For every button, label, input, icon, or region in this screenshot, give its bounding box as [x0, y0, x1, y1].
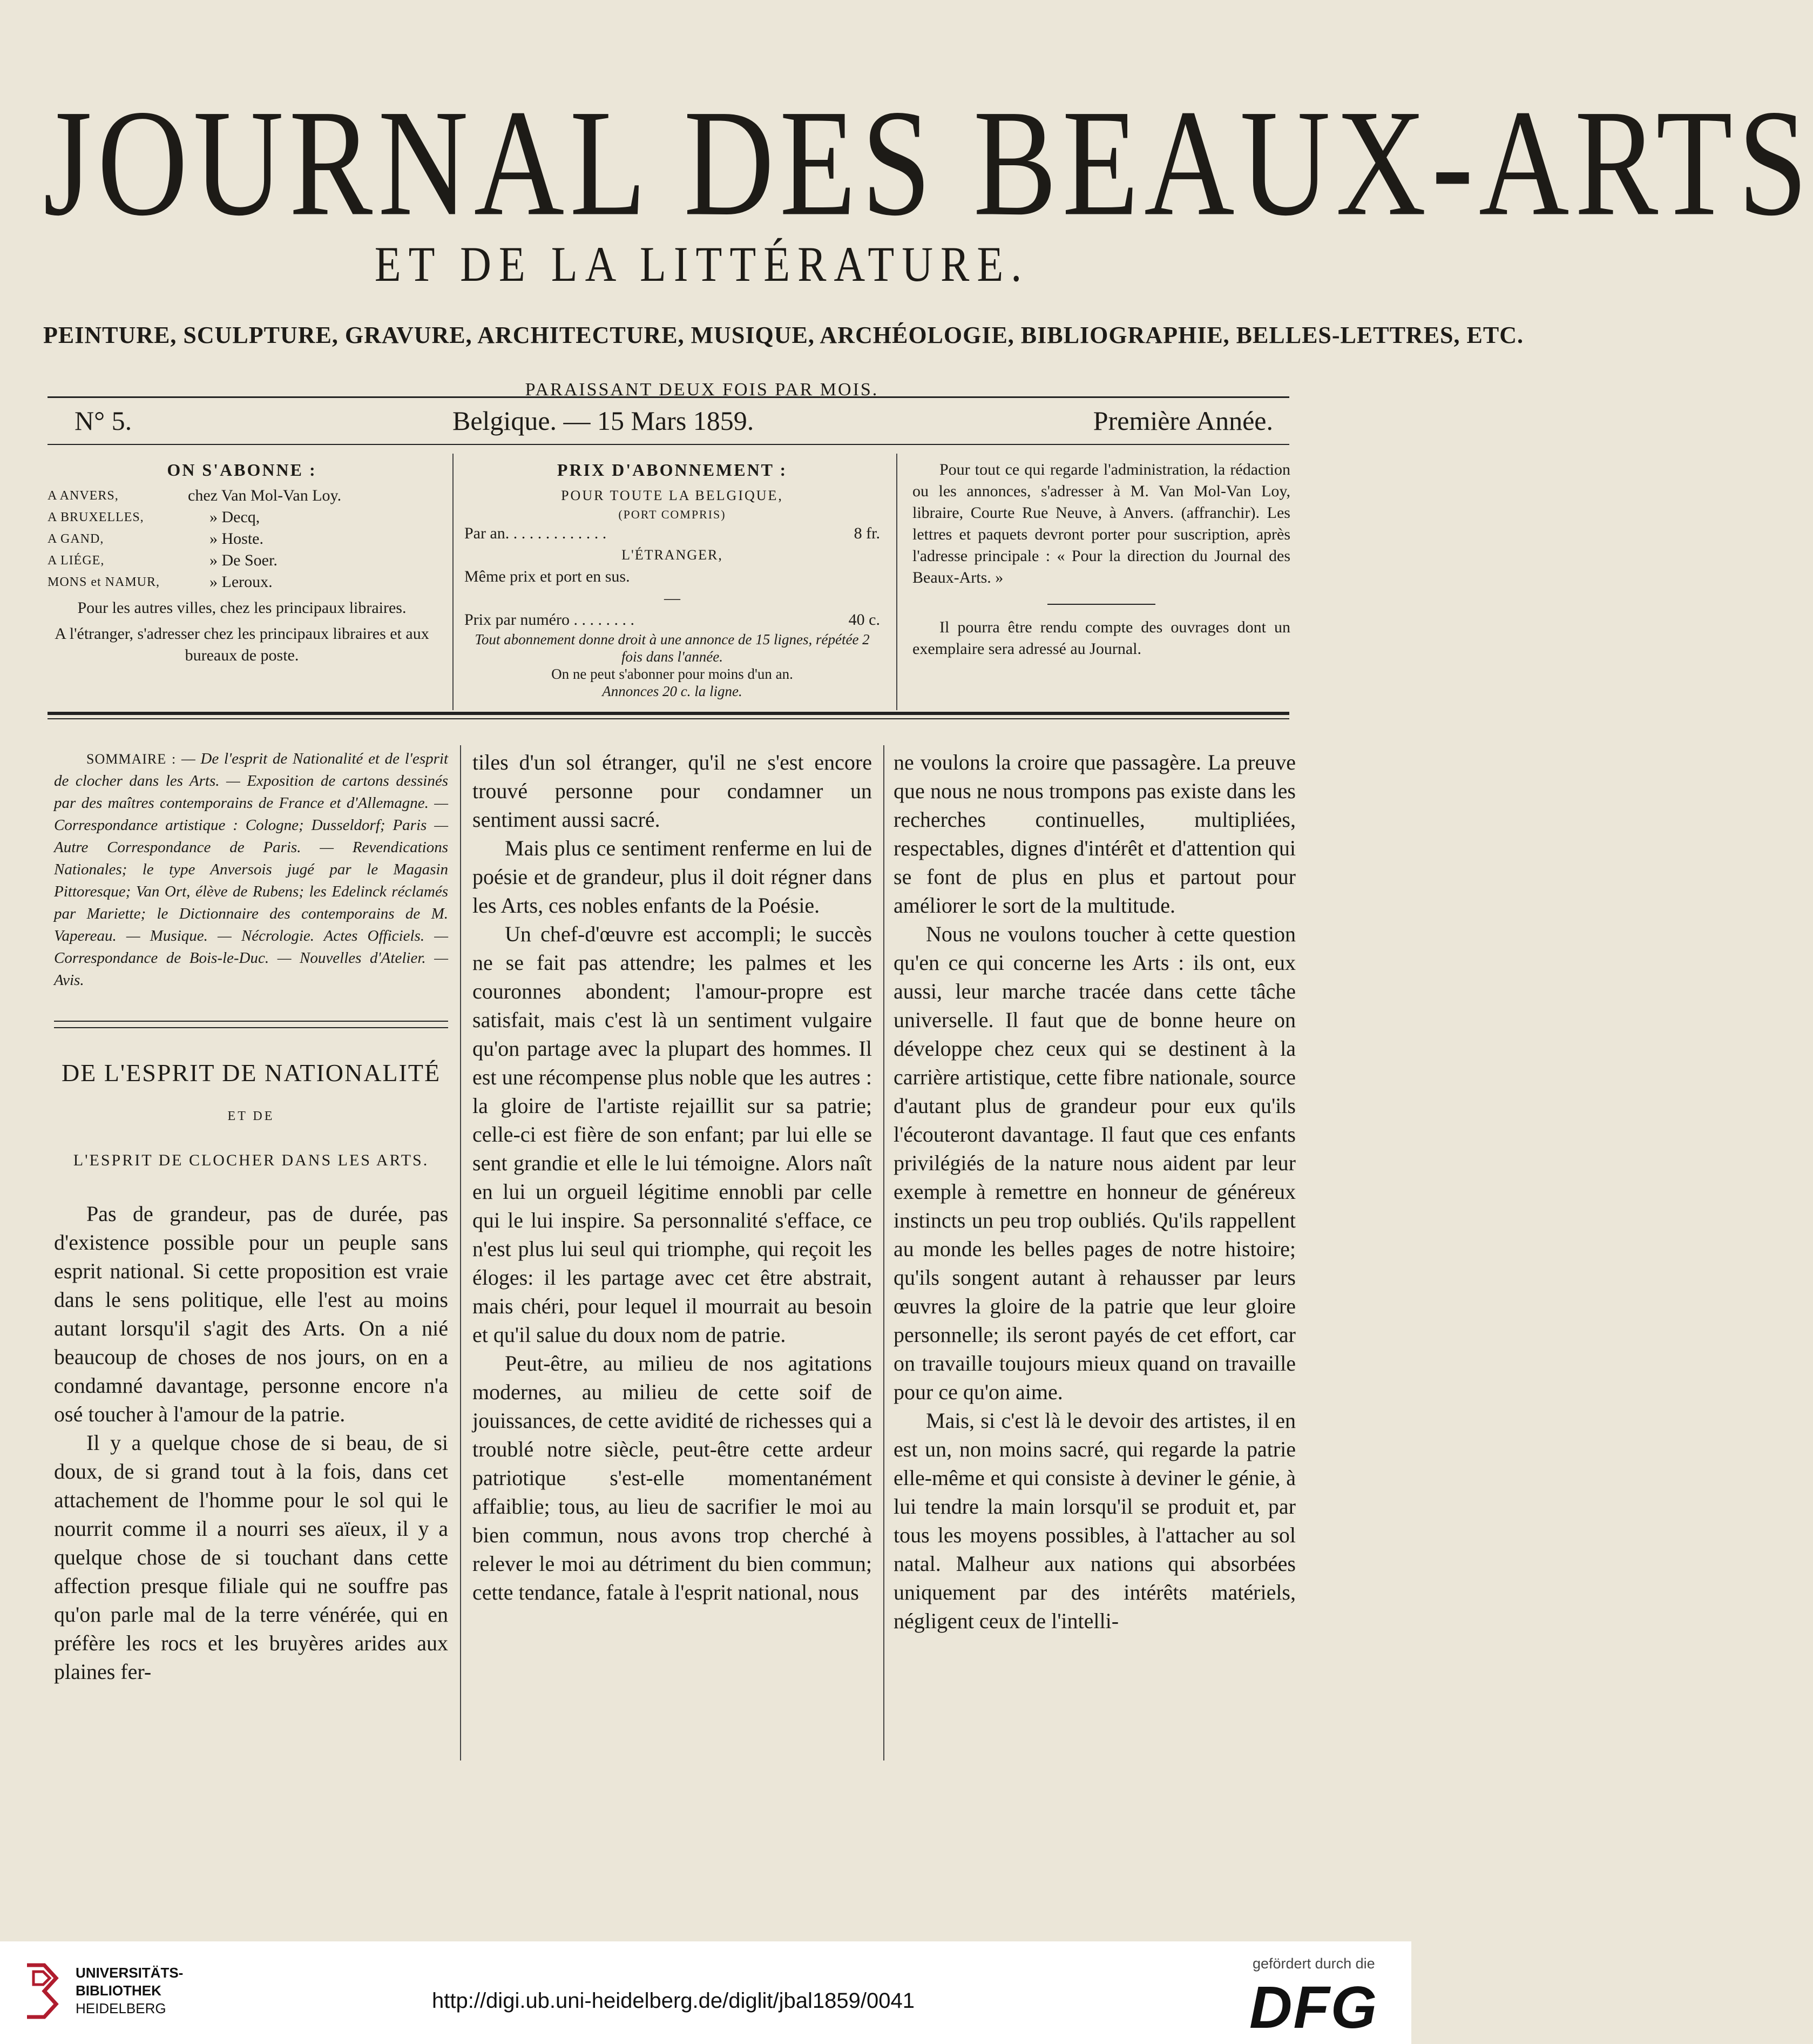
article-rule: [54, 1027, 448, 1028]
city-row: [48, 550, 436, 571]
university-library-logo-icon: [23, 1960, 60, 2019]
paragraph: Pas de grandeur, pas de durée, pas d'existence possible pour un peuple sans esprit national. Si cette proposition est vraie dans le sens politique, elle l'est au moins autant lorsqu'il s'agit des Arts. On a nié beaucoup de choses de nos jours, on en a condamné davantage, personne encore n'a osé toucher à l'amour de la patrie.: [54, 1202, 448, 1426]
city-vendor: » Decq,: [209, 508, 260, 526]
dfg-logo: DFG: [1249, 1974, 1378, 2041]
same-price-line: Même prix et port en sus.: [464, 568, 630, 585]
column-divider: [452, 454, 454, 710]
review-note: Il pourra être rendu compte des ouvrages dont un exemplaire sera adressé au Journal.: [912, 618, 1290, 658]
city-vendor: chez Van Mol-Van Loy.: [188, 487, 342, 504]
year-price-row: [464, 523, 880, 544]
issue-year: Première Année.: [1093, 406, 1273, 436]
issue-price-label: Prix par numéro . . . . . . . .: [464, 611, 634, 629]
foreign-line: L'ÉTRANGER,: [621, 547, 723, 563]
city-vendor: » De Soer.: [209, 551, 278, 569]
issue-number: N° 5.: [75, 406, 132, 436]
subscription-heading: ON S'ABONNE :: [167, 460, 317, 480]
column-divider: [883, 745, 884, 1760]
sommaire-label: SOMMAIRE :: [86, 751, 177, 767]
paragraph: Mais, si c'est là le devoir des artistes, il en est un, non moins sacré, qui regarde la patrie elle-même et qui consiste à deviner le génie, à lui tendre la main lorsqu'il se produit et, par tous les moyens possibles, à l'attacher au sol natal. Malheur aux nations qui absorbées uniquement par des intérêts matériels, négligent ceux de l'intelli-: [894, 1408, 1296, 1633]
city-name: A ANVERS,: [48, 489, 119, 503]
masthead: [43, 78, 1813, 402]
port-line: (PORT COMPRIS): [618, 508, 726, 521]
city-row: [48, 507, 436, 528]
frequency-line: PARAISSANT DEUX FOIS PAR MOIS.: [525, 380, 879, 400]
city-name: A LIÉGE,: [48, 554, 105, 568]
admin-text: Pour tout ce qui regarde l'administration, la rédaction ou les annonces, s'adresser à M. Van Mol-Van Loy, libraire, Courte Rue Neuve, à Anvers. (affranchir). Les lettres et paquets devront porter pour suscription, après l'adresse principale : « Pour la direction du Journal des Beaux-Arts. »: [912, 461, 1290, 586]
sommaire: [54, 748, 448, 991]
header-bottom-rule: [48, 712, 1289, 719]
city-vendor: » Leroux.: [209, 573, 273, 591]
abroad-note: A l'étranger, s'adresser chez les principaux libraires et aux bureaux de poste.: [55, 625, 429, 664]
issue-price-row: [464, 609, 880, 631]
city-vendor: » Hoste.: [209, 530, 263, 548]
issue-date: Belgique. — 15 Mars 1859.: [452, 406, 754, 436]
library-name-line: HEIDELBERG: [76, 2000, 166, 2016]
belgium-line: POUR TOUTE LA BELGIQUE,: [561, 488, 783, 503]
column-divider: [896, 454, 897, 710]
prices-box: [464, 459, 880, 707]
topics-line: PEINTURE, SCULPTURE, GRAVURE, ARCHITECTURE, MUSIQUE, ARCHÉOLOGIE, BIBLIOGRAPHIE, BELLES-LETTRES, ETC.: [43, 322, 1524, 348]
library-name-line: BIBLIOTHEK: [76, 1982, 161, 1999]
city-name: A GAND,: [48, 532, 104, 546]
city-row: [48, 571, 436, 593]
article-rule: [54, 1021, 448, 1022]
article-body-col1: [54, 1199, 448, 1686]
ad-note: Tout abonnement donne droit à une annonce de 15 lignes, répétée 2 fois dans l'année.: [475, 631, 870, 665]
column-2: [472, 748, 872, 1607]
column-divider: [460, 745, 461, 1760]
sommaire-text: — De l'esprit de Nationalité et de l'esprit de clocher dans les Arts. — Exposition de cartons dessinés par des maîtres contemporains de France et d'Allemagne. — Correspondance artistique : Cologne; Dusseldorf; Paris — Autre Correspondance de Paris. — Revendications Nationales; le type Anversois jugé par le Magasin Pittoresque; Van Ort, élève de Rubens; les Edelinck réclamés par Mariette; le Dictionnaire des contemporains de M. Vapereau. — Musique. — Nécrologie. Actes Officiels. — Correspondance de Bois-le-Duc. — Nouvelles d'Atelier. — Avis.: [54, 750, 449, 989]
funder-caption: gefördert durch die: [1253, 1955, 1375, 1972]
issue-line: [48, 402, 1289, 440]
paragraph: Il y a quelque chose de si beau, de si doux, de si grand tout à la fois, dans cet attachement de l'homme pour le sol qui le nourrit comme il a nourri ses aïeux, il y a quelque chose de si touchant dans cette affection presque filiale qui ne souffre pas qu'on parle mal de la terre vénérée, qui en préfère les rocs et les bruyères arides aux plaines fer-: [54, 1431, 448, 1684]
city-name: MONS et NAMUR,: [48, 575, 160, 589]
paragraph: tiles d'un sol étranger, qu'il ne s'est encore trouvé personne pour condamner un sentiment aussi sacré.: [472, 750, 872, 832]
city-name: A BRUXELLES,: [48, 510, 144, 524]
column-3: [894, 748, 1296, 1635]
city-row: [48, 485, 436, 507]
ads-price: Annonces 20 c. la ligne.: [602, 683, 742, 699]
city-row: [48, 528, 436, 550]
paragraph: ne voulons la croire que passagère. La preuve que nous ne nous trompons pas existe dans les recherches continuelles, multipliées, respectables, dignes d'intérêt et d'attention qui se font de plus en plus et partout pour améliorer le sort de la multitude.: [894, 750, 1296, 918]
separator-dash: —: [664, 589, 680, 607]
article-subtitle: L'ESPRIT DE CLOCHER DANS LES ARTS.: [73, 1151, 429, 1169]
article-title: DE L'ESPRIT DE NATIONALITÉ: [61, 1059, 441, 1087]
paragraph: Un chef-d'œuvre est accompli; le succès ne se fait pas attendre; les palmes et les couronnes abondent; l'amour-propre est satisfait, mais c'est là un sentiment vulgaire qu'on partage avec la plupart des hommes. Il est une récompense plus noble que les autres : la gloire de l'artiste rejaillit sur sa patrie; celle-ci est fière de son enfant; par lui elle se sent grandie et elle le lui témoigne. Alors naît en lui un orgueil légitime ennobli par celle qui le lui inspire. Sa personnalité s'efface, ce n'est plus lui seul qui triomphe, qui reçoit les éloges: il les partage avec cet être abstrait, mais chéri, pour lequel il mourrait au besoin et qu'il salue du doux nom de patrie.: [472, 922, 872, 1347]
library-name: [76, 1964, 183, 2018]
journal-title: JOURNAL DES BEAUX-ARTS: [43, 78, 1813, 248]
paragraph: Nous ne voulons toucher à cette question qu'en ce qui concerne les Arts : ils ont, eux aussi, leur marche tracée dans cette tâche universelle. Il faut que de bonne heure on développe chez ceux qui se destinent à la carrière artistique, cette fibre nationale, source d'autant plus de grandeur pour eux qu'ils l'écouteront davantage. Il faut que ces enfants privilégiés de la nature nous aident par leur exemple à remettre en honneur de généreux instincts un peu trop oubliés. Qu'ils rappellent au monde les belles pages de notre histoire; qu'ils songent autant à rehausser par leurs œuvres la gloire de la patrie que leur gloire personnelle; ils seront payés de cet effort, car on travaille toujours mieux quand on travaille pour ce qu'on aime.: [894, 922, 1296, 1404]
digitization-footer: [0, 1941, 1411, 2044]
min-note: On ne peut s'abonner pour moins d'un an.: [551, 666, 793, 682]
prices-heading: PRIX D'ABONNEMENT :: [557, 460, 788, 480]
column-1: [54, 748, 448, 1686]
library-name-line: UNIVERSITÄTS-: [76, 1965, 184, 1981]
admin-box: [912, 459, 1290, 707]
journal-subtitle: ET DE LA LITTÉRATURE.: [374, 237, 1030, 292]
issue-price-value: 40 c.: [848, 611, 880, 629]
subscription-box: [48, 459, 436, 707]
paragraph: Peut-être, au milieu de nos agitations modernes, au milieu de cette soif de jouissances, de cette avidité de richesses qui a troublé notre siècle, peut-être cette ardeur patriotique s'est-elle momentanément affaiblie; tous, au lieu de sacrifier le moi au bien commun, nous avons trop cherché à relever le moi au détriment du bien commun; cette tendance, fatale à l'esprit national, nous: [472, 1351, 872, 1604]
year-price-value: 8 fr.: [854, 524, 880, 542]
year-price-label: Par an. . . . . . . . . . . . .: [464, 524, 607, 542]
paragraph: Mais plus ce sentiment renferme en lui de poésie et de grandeur, plus il doit régner dans les Arts, ces nobles enfants de la Poésie.: [472, 836, 872, 918]
rule-below-issue: [48, 444, 1289, 445]
article-title-et: ET DE: [227, 1109, 275, 1123]
rule-above-issue: [48, 396, 1289, 398]
other-cities-note: Pour les autres villes, chez les principaux libraires.: [77, 599, 407, 617]
source-url-link[interactable]: http://digi.ub.uni-heidelberg.de/diglit/jbal1859/0041: [432, 1989, 915, 2013]
admin-separator: [1047, 604, 1155, 605]
